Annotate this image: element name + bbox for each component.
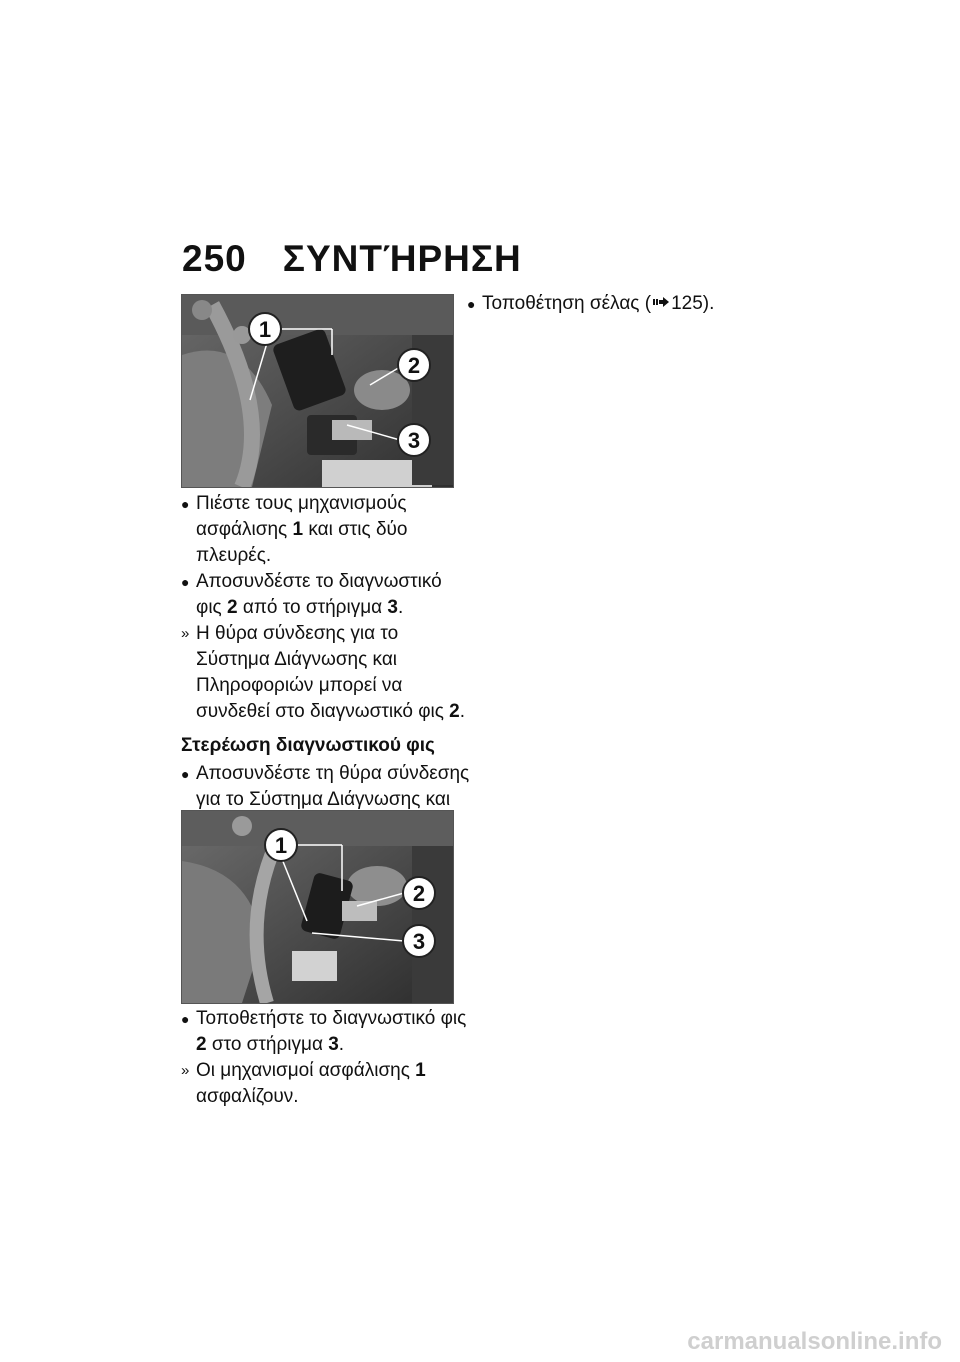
diagnostic-plug-photo-1: [181, 294, 454, 488]
page-reference[interactable]: 125: [671, 293, 703, 314]
chapter-title: ΣΥΝΤΉΡΗΣΗ: [282, 238, 522, 279]
callout-1: [265, 829, 297, 861]
instructions-block-1: [181, 491, 471, 839]
step-install-seat: ● Τοποθέτηση σέλας ( 125).: [467, 293, 715, 314]
svg-text:2: 2: [412, 881, 426, 906]
callout-2: [403, 877, 435, 909]
page-number: 250: [182, 238, 247, 279]
step-disconnect-plug: ● Αποσυνδέστε το διαγνωστικό φις 2 από το στήριγμα 3.: [181, 571, 442, 618]
svg-text:3: 3: [412, 929, 426, 954]
result-latches-engage: » Οι μηχανισμοί ασφάλισης 1 ασφαλίζουν.: [181, 1060, 426, 1107]
callout-3: [403, 925, 435, 957]
svg-text:1: 1: [258, 317, 272, 342]
watermark: carmanualsonline.info: [687, 1328, 942, 1355]
instructions-block-2: [181, 1006, 471, 1110]
result-port-connectable: » Η θύρα σύνδεσης για το Σύστημα Διάγνωσης και Πληροφοριών μπορεί να συνδεθεί στο διαγνωστικό φις 2.: [181, 623, 466, 722]
callout-2: [398, 349, 430, 381]
svg-text:1: 1: [274, 833, 288, 858]
step-insert-plug: ● Τοποθετήστε το διαγνωστικό φις 2 στο στήριγμα 3.: [181, 1008, 467, 1055]
svg-text:3: 3: [407, 428, 421, 453]
callout-1: [249, 313, 281, 345]
svg-text:2: 2: [407, 353, 421, 378]
diagnostic-plug-photo-2: [181, 810, 454, 1004]
page-header: [182, 238, 522, 280]
step-press-latches: ● Πιέστε τους μηχανισμούς ασφάλισης 1 και στις δύο πλευρές.: [181, 493, 408, 566]
section-heading: Στερέωση διαγνωστικού φις: [181, 735, 435, 756]
instructions-right-column: [467, 291, 787, 317]
page-reference-arrow-icon: [653, 297, 669, 307]
callout-3: [398, 424, 430, 456]
step-disconnect-port: ● Αποσυνδέστε τη θύρα σύνδεσης για το Σύστημα Διάγνωσης και: [181, 763, 470, 810]
